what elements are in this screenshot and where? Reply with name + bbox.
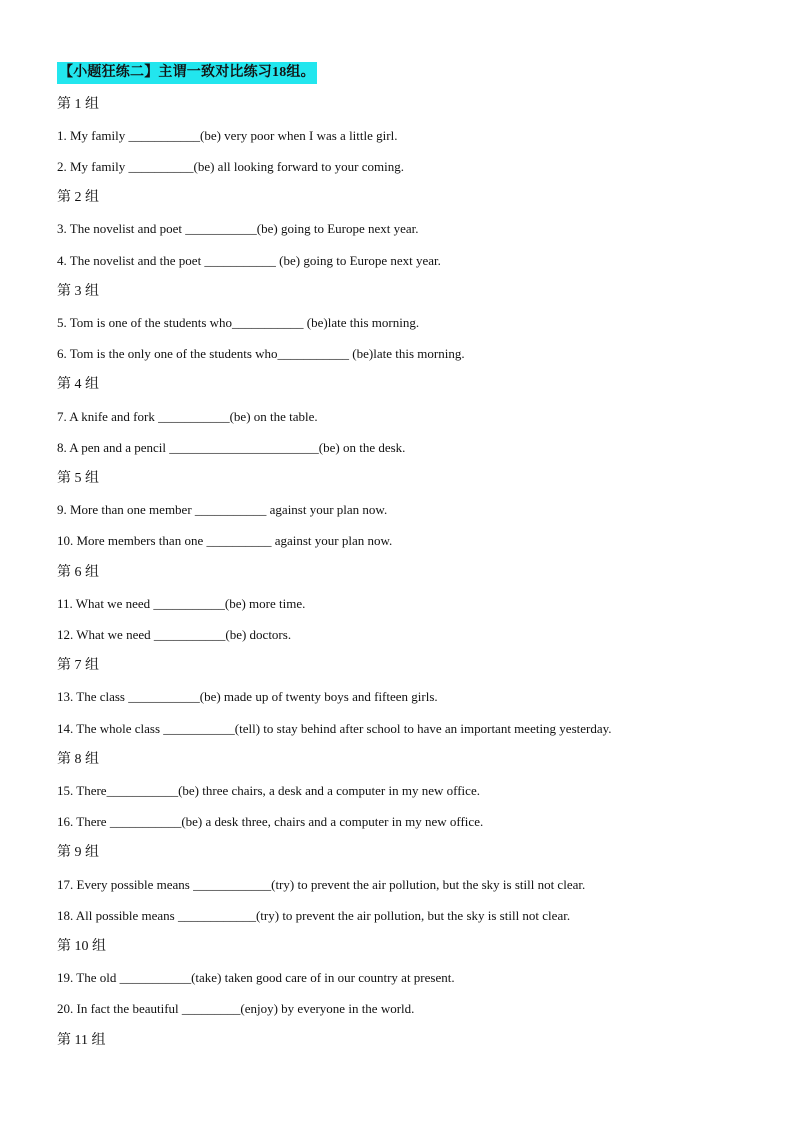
group-heading-8: 第 8 组 <box>57 752 99 767</box>
group-heading-7: 第 7 组 <box>57 658 99 673</box>
group-heading-6: 第 6 组 <box>57 565 99 580</box>
group-heading-2: 第 2 组 <box>57 190 99 205</box>
exercise-item-12: 12. What we need ___________(be) doctors. <box>57 627 292 642</box>
group-heading-9: 第 9 组 <box>57 845 99 860</box>
group-heading-10: 第 10 组 <box>57 939 106 954</box>
group-heading-3: 第 3 组 <box>57 284 99 299</box>
exercise-item-1: 1. My family ___________(be) very poor when I was a little girl. <box>57 128 398 143</box>
exercise-item-10: 10. More members than one __________ against your plan now. <box>57 533 393 548</box>
exercise-item-11: 11. What we need ___________(be) more time. <box>57 596 306 611</box>
exercise-item-17: 17. Every possible means ____________(try) to prevent the air pollution, but the sky is still not clear. <box>57 877 586 892</box>
exercise-item-2: 2. My family __________(be) all looking forward to your coming. <box>57 159 404 174</box>
group-heading-5: 第 5 组 <box>57 471 99 486</box>
group-heading-1: 第 1 组 <box>57 97 99 112</box>
exercise-item-3: 3. The novelist and poet ___________(be) going to Europe next year. <box>57 221 419 236</box>
exercise-item-6: 6. Tom is the only one of the students who___________ (be)late this morning. <box>57 346 465 361</box>
exercise-item-4: 4. The novelist and the poet ___________ (be) going to Europe next year. <box>57 253 441 268</box>
group-heading-4: 第 4 组 <box>57 377 99 392</box>
exercise-item-7: 7. A knife and fork ___________(be) on the table. <box>57 409 318 424</box>
exercise-item-14: 14. The whole class ___________(tell) to stay behind after school to have an important meeting yesterday. <box>57 721 612 736</box>
exercise-item-5: 5. Tom is one of the students who___________ (be)late this morning. <box>57 315 420 330</box>
group-heading-11: 第 11 组 <box>57 1033 106 1048</box>
exercise-item-15: 15. There___________(be) three chairs, a desk and a computer in my new office. <box>57 783 480 798</box>
exercise-item-9: 9. More than one member ___________ against your plan now. <box>57 502 388 517</box>
exercise-item-20: 20. In fact the beautiful _________(enjoy) by everyone in the world. <box>57 1001 415 1016</box>
exercise-item-8: 8. A pen and a pencil _______________________(be) on the desk. <box>57 440 406 455</box>
exercise-item-19: 19. The old ___________(take) taken good care of in our country at present. <box>57 970 455 985</box>
exercise-item-16: 16. There ___________(be) a desk three, chairs and a computer in my new office. <box>57 814 484 829</box>
exercise-item-13: 13. The class ___________(be) made up of twenty boys and fifteen girls. <box>57 689 438 704</box>
exercise-item-18: 18. All possible means ____________(try) to prevent the air pollution, but the sky is still not clear. <box>57 908 571 923</box>
page-title: 【小题狂练二】主谓一致对比练习18组。 <box>57 62 317 84</box>
